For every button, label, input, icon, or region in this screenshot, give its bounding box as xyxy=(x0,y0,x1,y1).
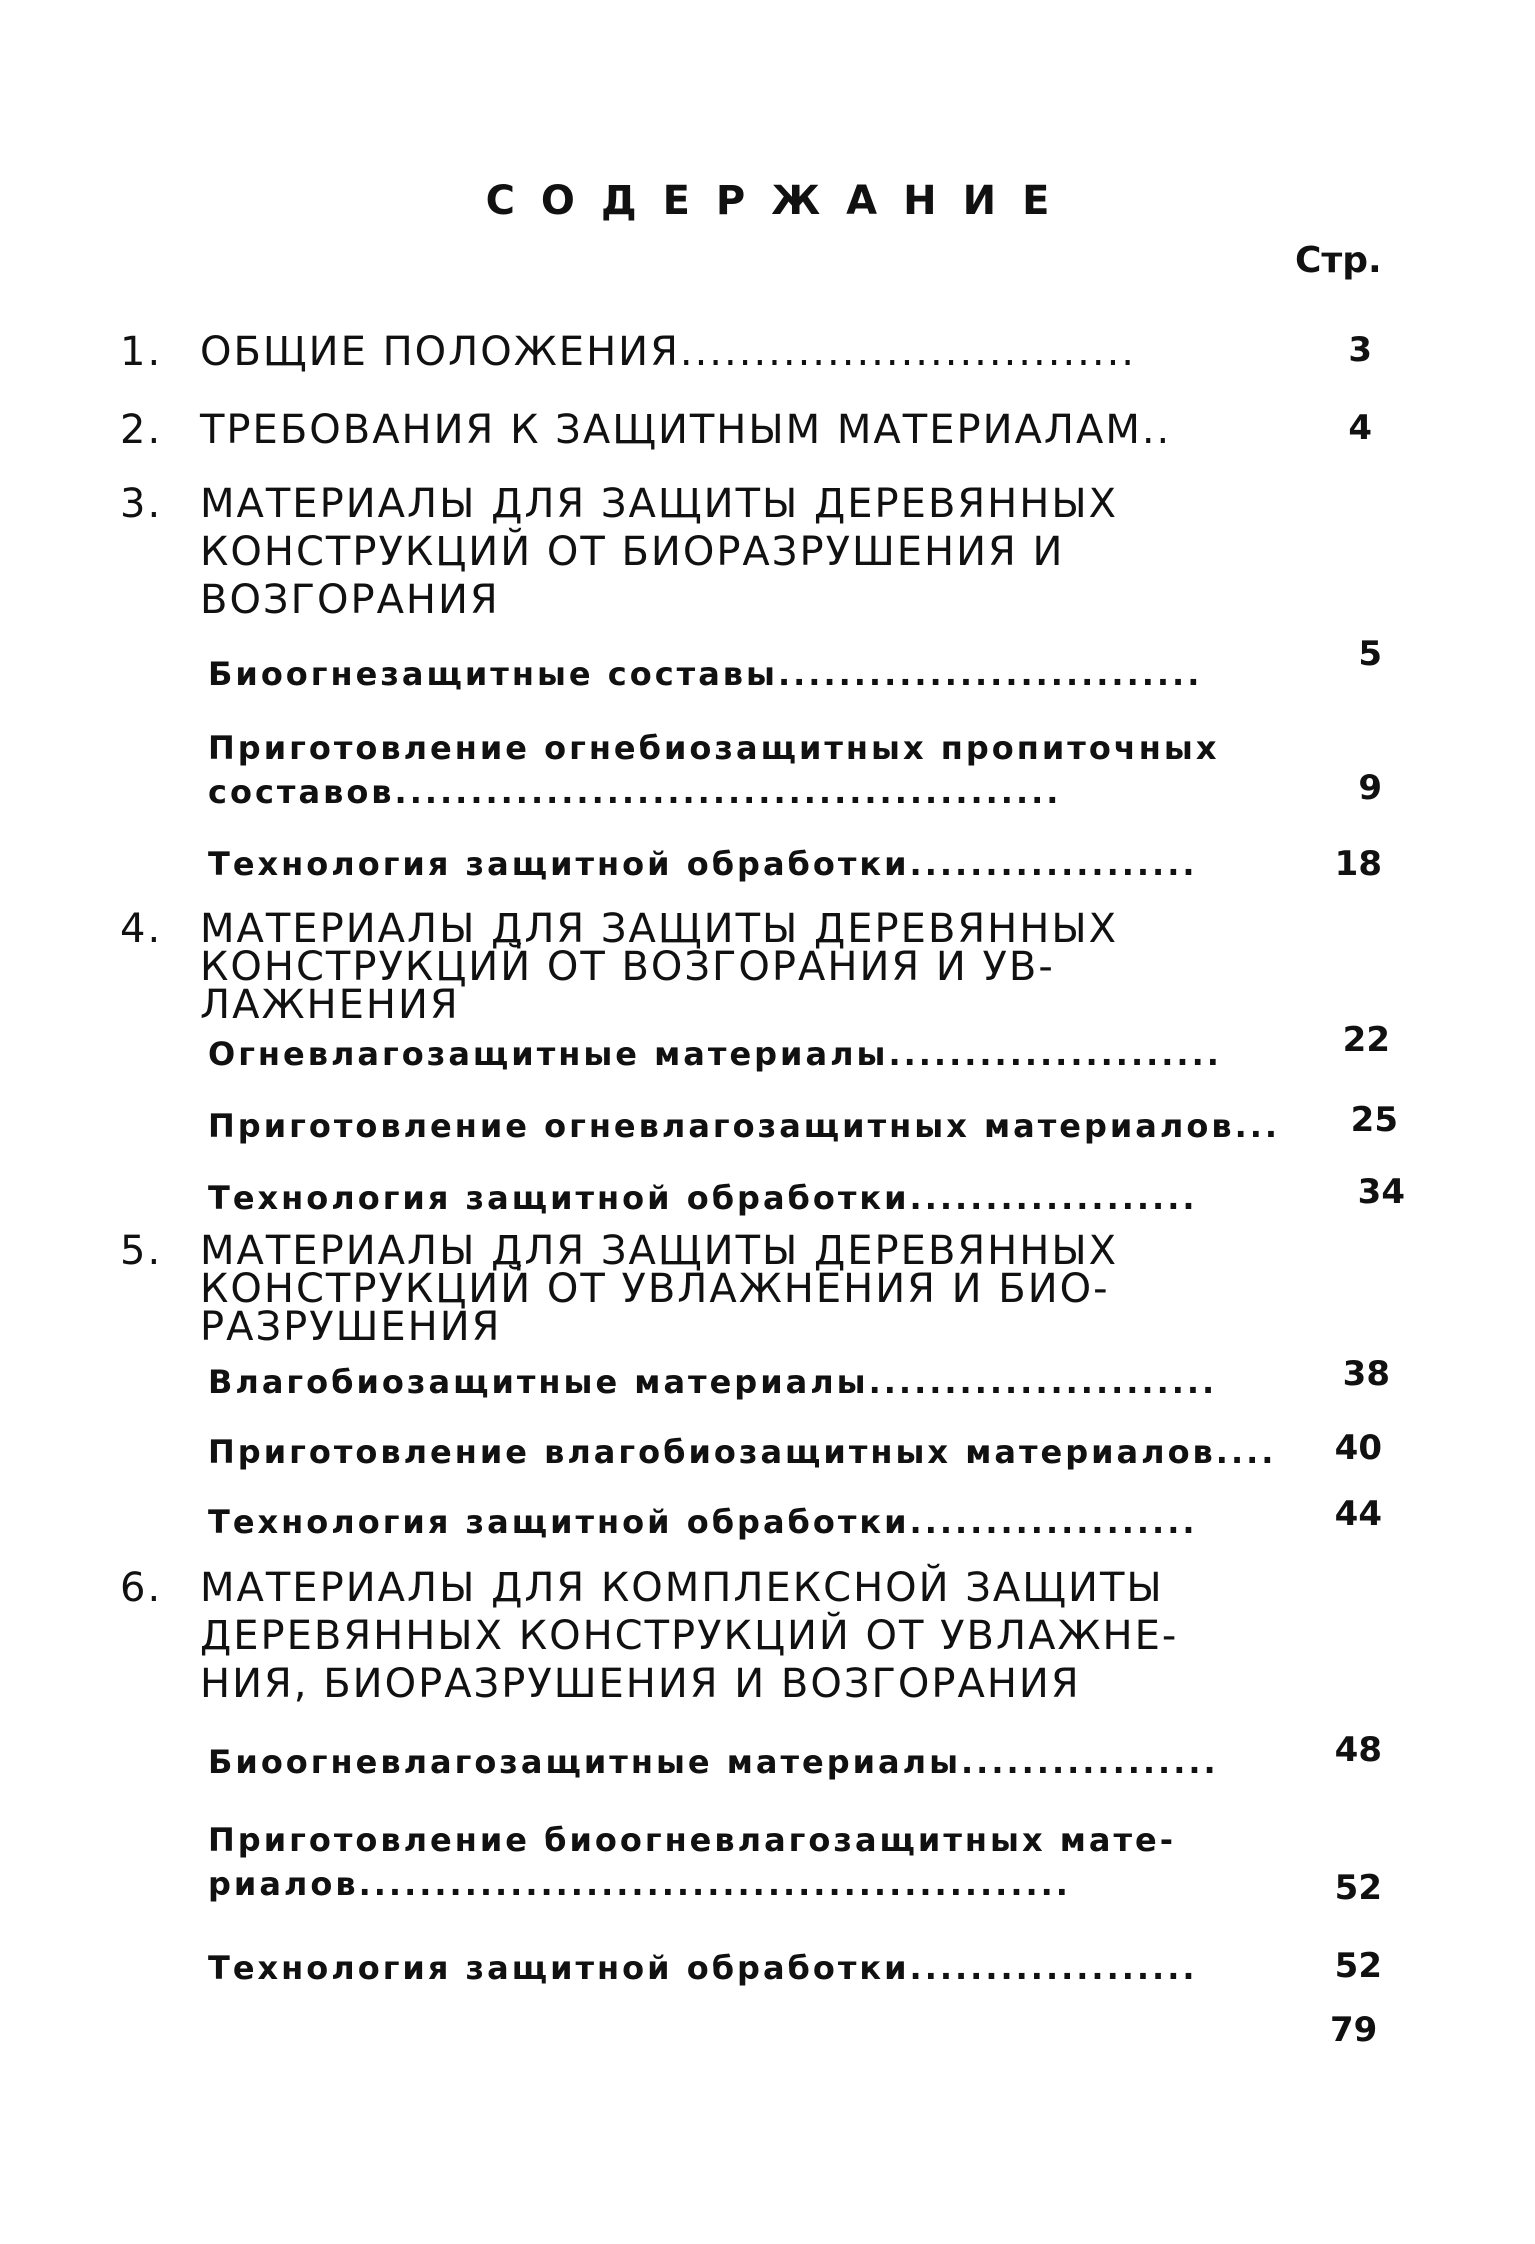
subsection-title: Приготовление огневлагозащитных материалов... xyxy=(208,1107,1281,1145)
section-title: ОБЩИЕ ПОЛОЖЕНИЯ............................... xyxy=(200,329,1137,375)
toc-page-number: 3 xyxy=(1348,330,1372,370)
toc-subsection xyxy=(208,1104,1280,1148)
toc-section-4 xyxy=(120,906,1119,1028)
toc-page-number: 9 xyxy=(1358,768,1382,808)
toc-page-number: 48 xyxy=(1334,1730,1382,1770)
subsection-title: Технология защитной обработки................... xyxy=(208,1949,1198,1987)
subsection-title: Приготовление влагобиозащитных материалов.... xyxy=(208,1433,1277,1471)
toc-subsection xyxy=(208,726,1219,814)
toc-page-number: 40 xyxy=(1334,1428,1382,1468)
toc-page-number: 52 xyxy=(1334,1946,1382,1986)
section-title-line: НИЯ, БИОРАЗРУШЕНИЯ И ВОЗГОРАНИЯ xyxy=(200,1661,1081,1707)
toc-section-2 xyxy=(120,406,1171,454)
section-title-line: РАЗРУШЕНИЯ xyxy=(200,1304,502,1350)
toc-subsection xyxy=(208,1032,1222,1076)
section-number: 3. xyxy=(120,481,163,527)
section-title-line: ВОЗГОРАНИЯ xyxy=(200,577,500,623)
section-title-line: ДЕРЕВЯННЫХ КОНСТРУКЦИЙ ОТ УВЛАЖНЕ- xyxy=(200,1613,1179,1659)
toc-section-6 xyxy=(120,1564,1178,1708)
toc-subsection xyxy=(208,1500,1198,1544)
section-title-line: МАТЕРИАЛЫ ДЛЯ КОМПЛЕКСНОЙ ЗАЩИТЫ xyxy=(200,1565,1164,1611)
toc-page-number: 4 xyxy=(1348,408,1372,448)
toc-subsection xyxy=(208,1360,1217,1404)
subsection-title-line: Приготовление огнебиозащитных пропиточных xyxy=(208,729,1220,767)
section-title-line: МАТЕРИАЛЫ ДЛЯ ЗАЩИТЫ ДЕРЕВЯННЫХ xyxy=(200,481,1119,527)
toc-subsection xyxy=(208,1430,1276,1474)
section-number: 2. xyxy=(120,407,163,453)
toc-subsection xyxy=(208,1176,1198,1220)
subsection-title: Биоогнезащитные составы............................ xyxy=(208,655,1203,693)
section-title-line: МАТЕРИАЛЫ ДЛЯ ЗАЩИТЫ ДЕРЕВЯННЫХ xyxy=(200,906,1119,952)
toc-page-number: 38 xyxy=(1342,1354,1390,1394)
toc-section-3 xyxy=(120,480,1118,624)
section-number: 5. xyxy=(120,1228,163,1274)
section-title-line: КОНСТРУКЦИЙ ОТ БИОРАЗРУШЕНИЯ И xyxy=(200,529,1065,575)
footer-page-number: 79 xyxy=(1330,2010,1378,2050)
section-number: 1. xyxy=(120,329,163,375)
toc-subsection xyxy=(208,1818,1176,1906)
section-title-line: ЛАЖНЕНИЯ xyxy=(200,982,460,1028)
toc-subsection xyxy=(208,842,1198,886)
toc-page-number: 34 xyxy=(1357,1172,1405,1212)
section-title-line: МАТЕРИАЛЫ ДЛЯ ЗАЩИТЫ ДЕРЕВЯННЫХ xyxy=(200,1228,1119,1274)
page-column-header: Стр. xyxy=(1295,240,1382,281)
toc-subsection xyxy=(208,1946,1198,1990)
toc-section-5 xyxy=(120,1228,1119,1350)
subsection-title: Технология защитной обработки................... xyxy=(208,1503,1198,1541)
toc-page-number: 18 xyxy=(1334,844,1382,884)
toc-subsection xyxy=(208,1740,1219,1784)
section-number: 6. xyxy=(120,1565,163,1611)
section-title-line: КОНСТРУКЦИЙ ОТ УВЛАЖНЕНИЯ И БИО- xyxy=(200,1266,1110,1312)
subsection-title-line: составов............................................ xyxy=(208,773,1062,811)
toc-page-number: 52 xyxy=(1334,1868,1382,1908)
toc-page-number: 22 xyxy=(1342,1020,1390,1060)
toc-page-number: 25 xyxy=(1350,1100,1398,1140)
subsection-title: Технология защитной обработки................... xyxy=(208,845,1198,883)
subsection-title-line: риалов............................................... xyxy=(208,1865,1071,1903)
subsection-title: Технология защитной обработки................... xyxy=(208,1179,1198,1217)
subsection-title: Влагобиозащитные материалы....................... xyxy=(208,1363,1218,1401)
subsection-title: Биоогневлагозащитные материалы................. xyxy=(208,1743,1219,1781)
toc-page-number: 5 xyxy=(1358,634,1382,674)
subsection-title-line: Приготовление биоогневлагозащитных мате- xyxy=(208,1821,1176,1859)
page-title: СОДЕРЖАНИЕ xyxy=(485,178,1076,224)
subsection-title: Огневлагозащитные материалы...................... xyxy=(208,1035,1222,1073)
section-number: 4. xyxy=(120,906,163,952)
section-title-line: КОНСТРУКЦИЙ ОТ ВОЗГОРАНИЯ И УВ- xyxy=(200,944,1055,990)
toc-section-1 xyxy=(120,328,1136,376)
toc-page-number: 44 xyxy=(1334,1494,1382,1534)
section-title: ТРЕБОВАНИЯ К ЗАЩИТНЫМ МАТЕРИАЛАМ.. xyxy=(200,407,1172,453)
toc-subsection xyxy=(208,652,1202,696)
